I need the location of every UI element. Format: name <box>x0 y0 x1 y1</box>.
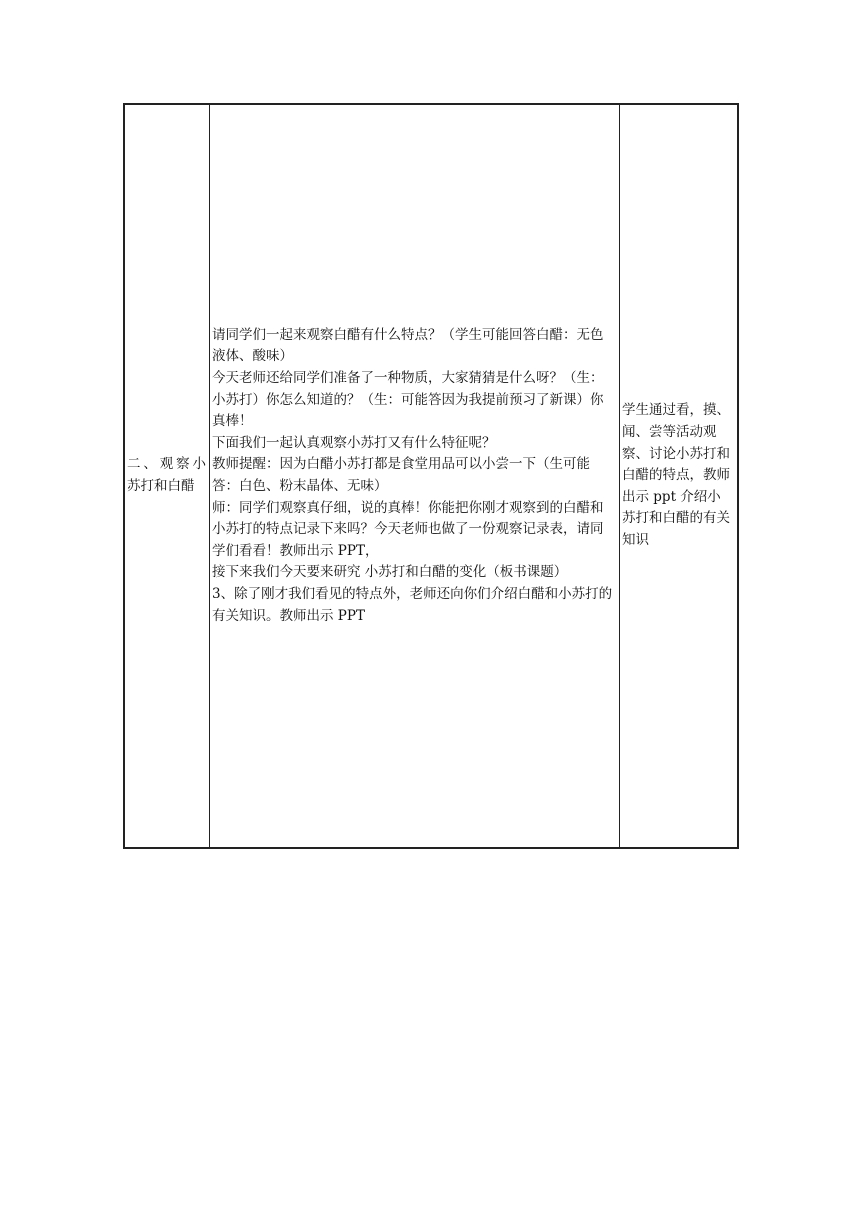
activity-line: 师：同学们观察真仔细，说的真棒！你能把你刚才观察到的白醋和小苏打的特点记录下来吗？今天老师也做了一份观察记录表，请同学们看看！教师出示 PPT， <box>212 499 604 559</box>
student-activity-cell <box>620 104 739 848</box>
table-row <box>124 104 738 848</box>
student-activity-text: 学生通过看，摸、闻、尝等活动观察、讨论小苏打和白醋的特点，教师出示 ppt 介绍小苏打和白醋的有关知识 <box>622 402 730 548</box>
lesson-plan-table <box>123 103 739 849</box>
activity-line: 3、除了刚才我们看见的特点外，老师还向你们介绍白醋和小苏打的有关知识。教师出示 PPT <box>212 585 613 624</box>
teacher-activity-cell <box>210 104 620 848</box>
activity-line: 今天老师还给同学们准备了一种物质，大家猜猜是什么呀？（生：小苏打）你怎么知道的？（生：可能答因为我提前预习了新课）你真棒！ <box>212 370 604 430</box>
stage-cell <box>124 104 210 848</box>
activity-line: 接下来我们今天要来研究 小苏打和白醋的变化（板书课题） <box>212 564 568 581</box>
teacher-activity-text <box>210 325 619 627</box>
stage-text: 二、观察小苏打和白醋 <box>127 456 206 494</box>
activity-line: 请同学们一起来观察白醋有什么特点？（学生可能回答白醋：无色液体、酸味） <box>212 326 604 365</box>
activity-line: 下面我们一起认真观察小苏打又有什么特征呢？ <box>212 434 496 451</box>
activity-line: 教师提醒：因为白醋小苏打都是食堂用品可以小尝一下（生可能答：白色、粉末晶体、无味） <box>212 456 590 494</box>
